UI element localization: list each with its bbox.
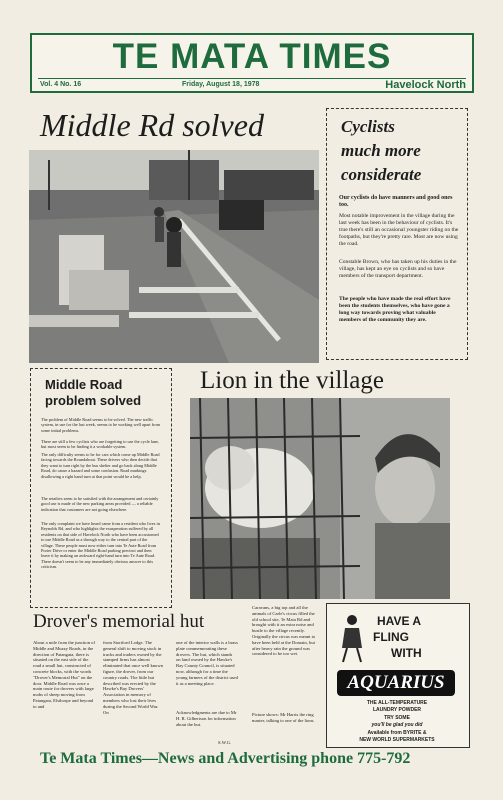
middle-road-headline	[45, 377, 160, 409]
middle-road-paragraph: There are still a few cyclists who are forgetting to use the cycle lane, but most seem to be finding it a workable system.	[41, 439, 160, 450]
middle-road-headline-line1: Middle Road	[45, 377, 123, 392]
drover-column-1: About a mile from the junction of Middle and Muzzy Roads, in the direction of Patangata, there is situated on the east side of the road a small hut, constructed of concrete blocks, with the words "Drover's Memorial Hut" on the door. Middle Road was once a main route for drovers with large mobs of sheep moving from Patangata, Elsthorpe and beyond to and	[33, 640, 96, 709]
road-photo	[29, 150, 319, 363]
ad-line-1: HAVE A	[377, 614, 422, 628]
ad-subline: Available from BYRITE &	[367, 730, 427, 736]
drover-column-3: one of the interior walls is a brass plate commemorating these drovers. The hut, which stands on land owned by the Hawke's Bay County Council, is situated now, although for a time the young farmers of the district used it as a meeting place.	[176, 640, 238, 686]
aquarius-logo: AQUARIUS	[337, 670, 455, 696]
issue-date: Friday, August 18, 1978	[182, 81, 260, 88]
lion-photo-image	[190, 398, 450, 599]
ad-line-3: WITH	[391, 646, 422, 660]
cyclists-headline-line2: much more	[341, 141, 421, 160]
cyclists-paragraph: The people who have made the real effort have been the students themselves, who have gone a long way towards proving what valuable members of the community they are.	[339, 296, 451, 323]
cyclists-headline-line1: Cyclists	[341, 117, 395, 136]
issue-place: Havelock North	[385, 79, 466, 91]
ad-subline: THE ALL-TEMPERATURE	[366, 700, 428, 706]
cyclists-article	[326, 108, 468, 360]
middle-road-paragraph: The problem of Middle Road seems to be solved. The new traffic system, in use for the last week, seems to be working well apart from some initial problems.	[41, 417, 160, 433]
middle-road-paragraph: The only complaint we have heard came from a resident who lives in Reynolds Rd, and who highlights the exasperation suffered by all residents on that side of Havelock North who have been accustomed to use Middle Road as a through way to the central part of the village. These people must now either turn into Te Aute Road from Porter Drive or enter the Middle Road parking precinct and then leave it by making an awkward right-hand turn into Te Aute Road. There doesn't seem to be any immediately obvious answer to this criticism.	[41, 521, 160, 570]
cyclists-headline-line3: considerate	[341, 165, 422, 184]
middle-road-headline-line2: problem solved	[45, 393, 142, 408]
middle-road-article	[30, 368, 172, 608]
lion-photo	[190, 398, 450, 599]
aquarius-advertisement	[326, 603, 470, 748]
lion-headline: Lion in the village	[200, 367, 384, 394]
main-headline: Middle Rd solved	[40, 107, 264, 143]
footer-contact: Te Mata Times—News and Advertising phone 775-792	[40, 750, 411, 767]
middle-road-paragraph: The only difficulty seems to be for cars which come up Middle Road facing towards the Roundabout. These drivers who then decide that they want to turn right by the bus shelter and go back along Middle Road, do cause a hazard and some confusion. Road markings disallowing a right hand turn at that point would be a help.	[41, 452, 160, 479]
drover-headline: Drover's memorial hut	[33, 611, 205, 632]
cyclists-paragraph: Most notable improvement in the village during the last week has been in the behaviour of cyclists. It's true there's still an occasional youngster riding on the footpaths, but they're pretty rare. Most are now using the road.	[339, 213, 459, 247]
ad-subline: LAUNDRY POWDER	[372, 707, 422, 713]
newspaper-title: TE MATA TIMES	[112, 37, 392, 76]
drover-column-2: from Stortford Lodge. The general shift to moving stock in trucks and traders owned by the stamped firms has almost eliminated that once well known figure, the drover, from our country roads. The little hut described was erected by the Hawke's Bay Drovers' Association in memory of members who lost their lives during the Second World War. On	[103, 640, 163, 715]
road-photo-image	[29, 150, 319, 363]
cyclists-paragraph: Constable Brown, who has taken up his duties in the village, has kept an eye on cyclists and so have members of the transport department.	[339, 259, 457, 279]
drover-initials: S.W.G.	[218, 740, 232, 745]
cyclists-headline	[341, 115, 461, 187]
lion-paragraph: Caravans, a big top and all the animals of Carle's circus filled the old school site, Te Mata Rd and brought with it an extra noise and bustle to the village recently. Originally the circus was meant to have been held at the Domain, but after heavy rain the ground was considered to be too wet.	[252, 605, 316, 657]
ad-line-2: FLING	[373, 630, 409, 644]
lion-paragraph: Picture shows: Mr Harris the ring master, talking to one of the lions.	[252, 712, 315, 723]
middle-road-paragraph: The retailers seem to be satisfied with the arrangement and certainly good use is made of the new parking areas provided — a reliable indication that customers are not going elsewhere.	[41, 496, 159, 512]
issue-volume: Vol. 4 No. 16	[40, 81, 82, 88]
ad-subline: you'll be glad you did	[371, 722, 423, 728]
cyclists-paragraph: Our cyclists do have manners and good ones too.	[339, 195, 453, 208]
ad-subline: NEW WORLD SUPERMARKETS	[359, 737, 435, 743]
drover-acknowledgment: Acknowledgments are due to Mr H. R. Gilbertson for information about the hut.	[176, 710, 237, 727]
dancer-icon	[337, 612, 367, 664]
masthead	[30, 33, 474, 93]
ad-subline: TRY SOME	[384, 715, 410, 721]
